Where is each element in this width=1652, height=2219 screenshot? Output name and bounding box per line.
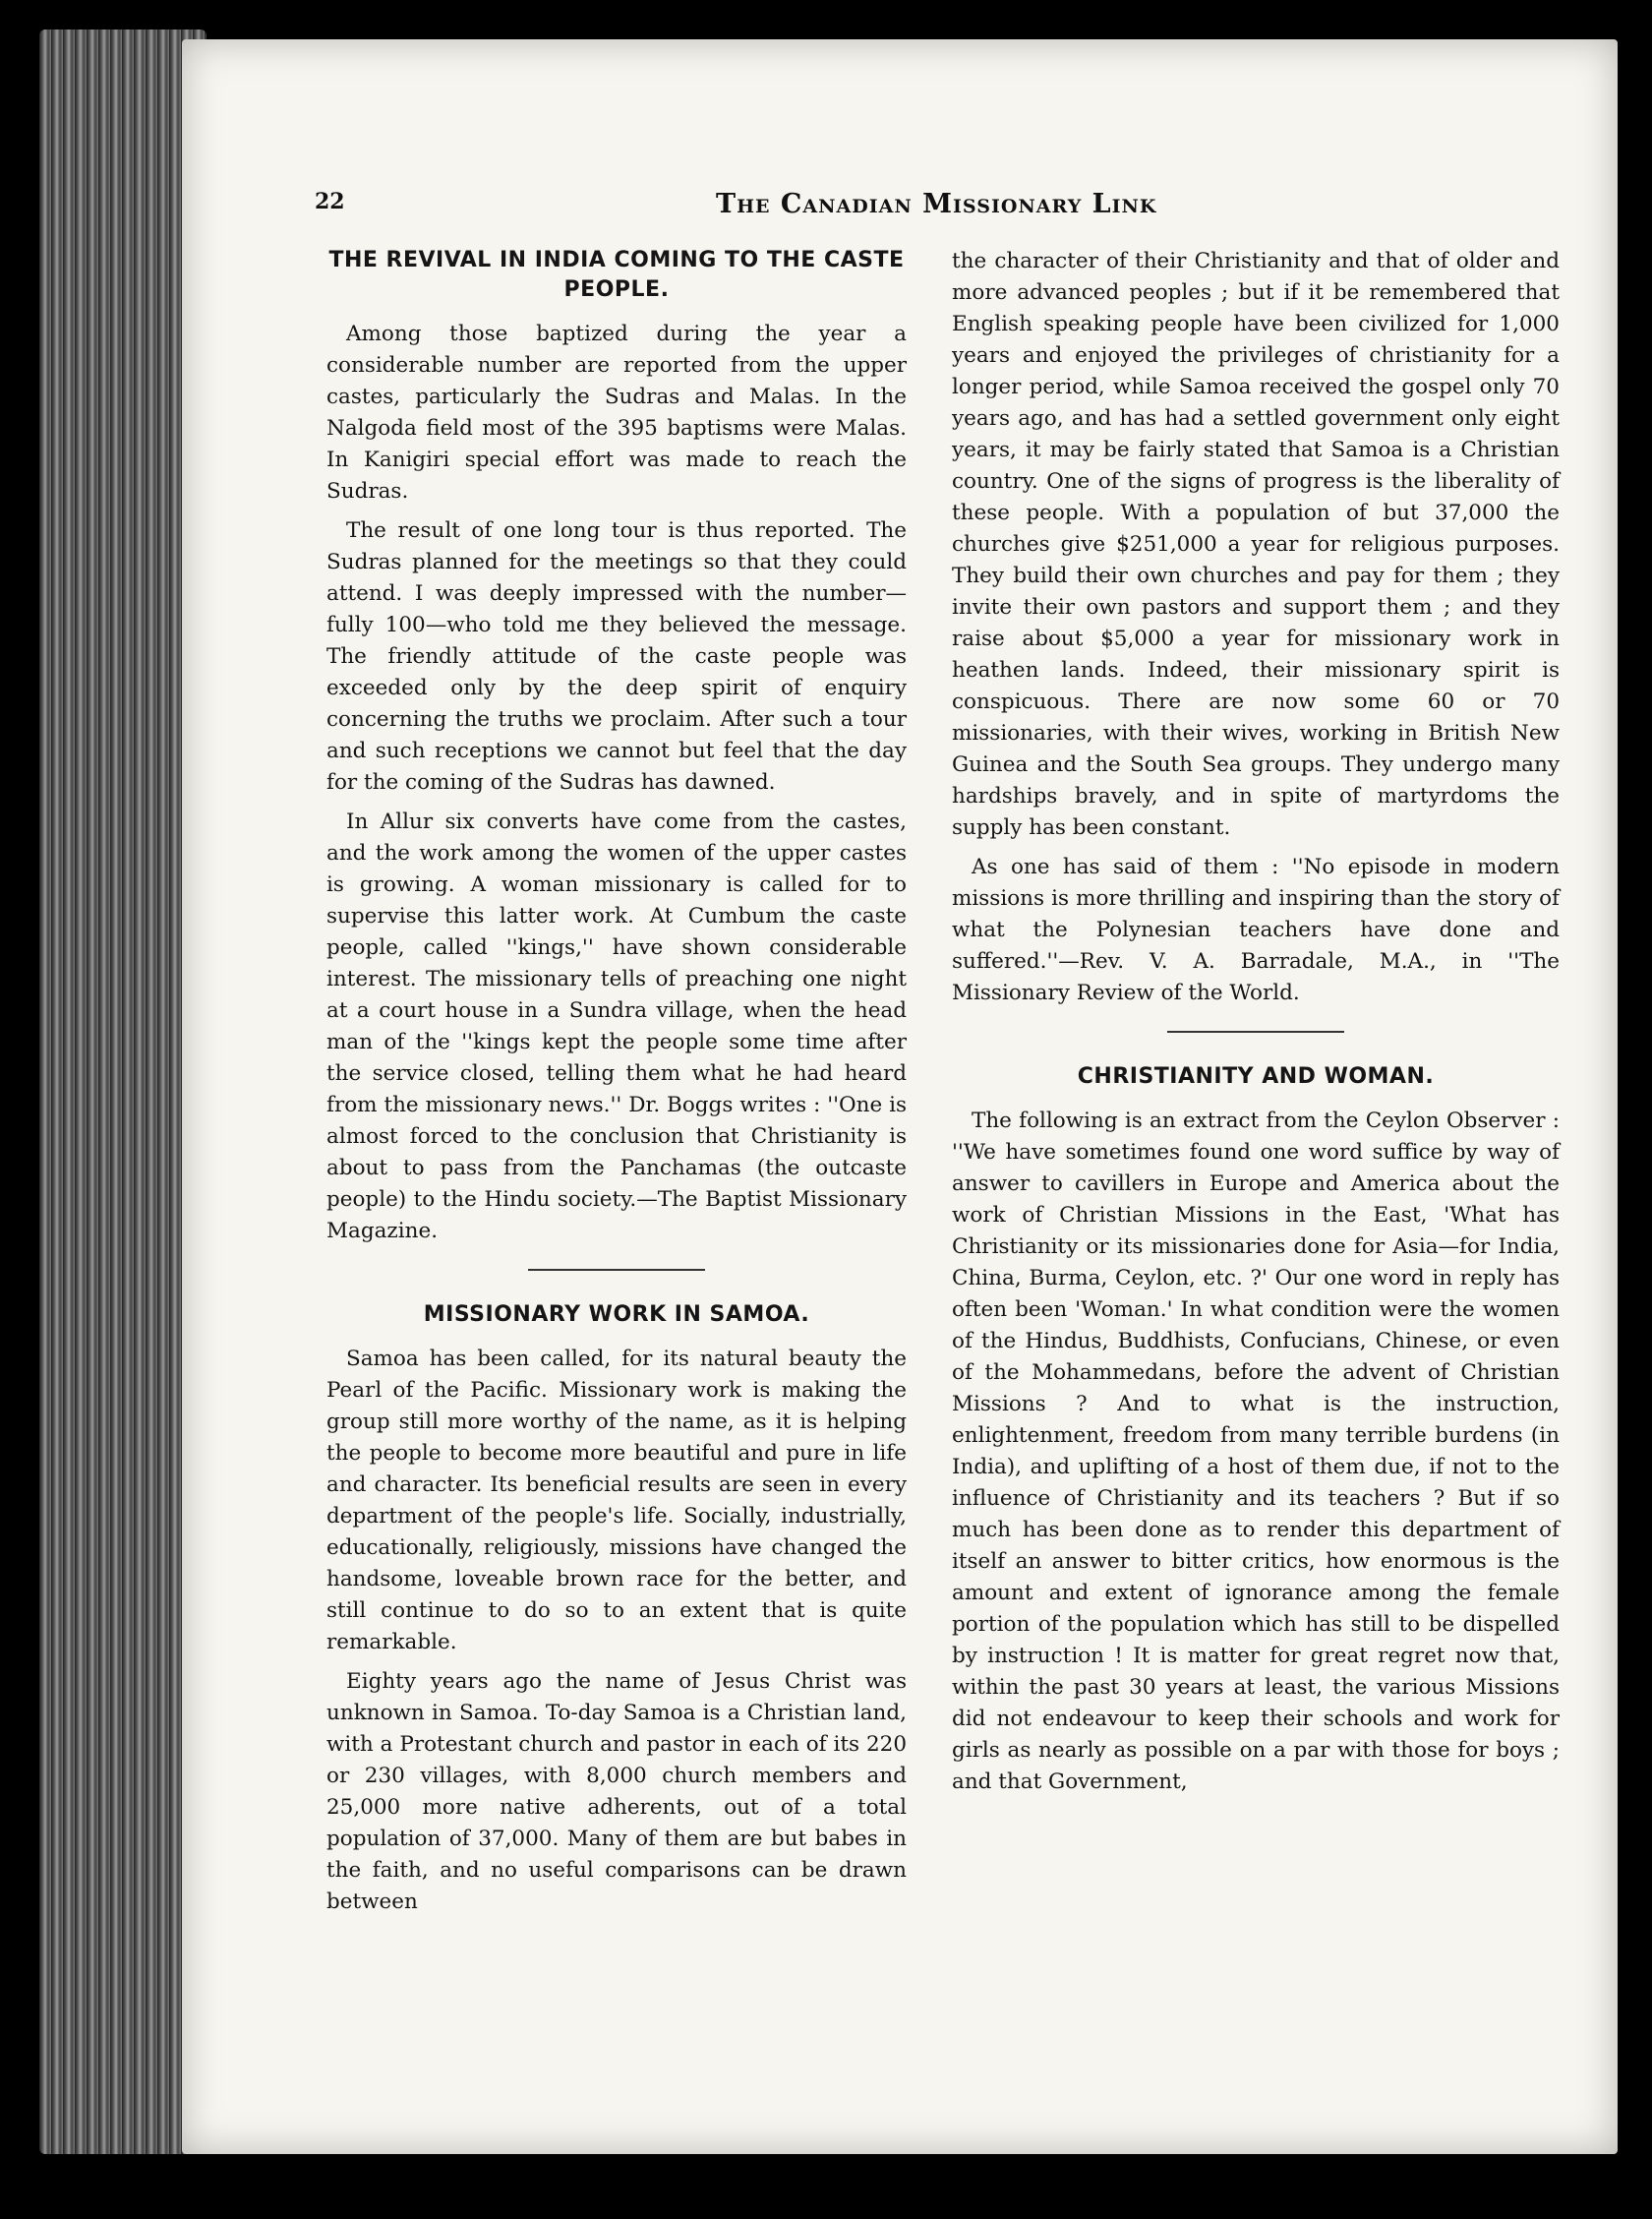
article-christianity-and-woman <box>952 1062 1560 1798</box>
page-number: 22 <box>315 189 345 214</box>
article-paragraph: In Allur six converts have come from the castes, and the work among the women of the upper castes is growing. A woman missionary is called for to supervise this latter work. At Cumbum the caste people, called ''kings,'' have shown considerable interest. The missionary tells of preaching one night at a court house in a Sundra village, when the head man of the ''kings kept the people some time after the service closed, telling them what he had heard from the missionary news.'' Dr. Boggs writes : ''One is almost forced to the conclusion that Christianity is about to pass from the Panchamas (the outcaste people) to the Hindu society.—The Baptist Missionary Magazine. <box>326 810 907 1243</box>
article-paragraph: Samoa has been called, for its natural beauty the Pearl of the Pacific. Missionary work is making the group still more worthy of the name, as it is helping the people to become more beautiful and pure in life and character. Its beneficial results are seen in every department of the people's life. Socially, industrially, educationally, religiously, missions have changed the handsome, loveable brown race for the better, and still continue to do so to an extent that is quite remarkable. <box>326 1347 907 1654</box>
article-paragraph: The following is an extract from the Ceylon Observer : ''We have sometimes found one word suffice by way of answer to cavillers in Europe and America about the work of Christian Missions in the East, 'What has Christianity or its missionaries done for Asia—for India, China, Burma, Ceylon, etc. ?' Our one word in reply has often been 'Woman.' In what condition were the women of the Hindus, Buddhists, Confucians, Chinese, or even of the Mohammedans, before the advent of Christian Missions ? And to what is the instruction, enlightenment, freedom from many terrible burdens (in India), and uplifting of a host of them due, if not to the influence of Christianity and its teachers ? But if so much has been done as to render this department of itself an answer to bitter critics, how enormous is the amount and extent of ignorance among the female portion of the population which has still to be dispelled by instruction ! It is matter for great regret now that, within the past 30 years at least, the various Missions did not endeavour to keep their schools and work for girls as nearly as possible on a par with those for boys ; and that Government, <box>952 1109 1560 1794</box>
section-divider <box>528 1269 705 1271</box>
left-column <box>326 246 907 1926</box>
article-paragraph: The result of one long tour is thus reported. The Sudras planned for the meetings so that they could attend. I was deeply impressed with the number—fully 100—who told me they believed the message. The friendly attitude of the caste people was exceeded only by the deep spirit of enquiry concerning the truths we proclaim. After such a tour and such receptions we cannot but feel that the day for the coming of the Sudras has dawned. <box>326 518 907 795</box>
article-missionary-work-samoa <box>326 1300 907 1918</box>
page-header <box>315 189 1180 228</box>
article-samoa-continued <box>952 246 1560 1009</box>
article-title: CHRISTIANITY AND WOMAN. <box>1077 1064 1435 1089</box>
article-paragraph: Eighty years ago the name of Jesus Christ was unknown in Samoa. To-day Samoa is a Christian land, with a Protestant church and pastor in each of its 220 or 230 villages, with 8,000 church members and 25,000 more native adherents, out of a total population of 37,000. Many of them are but babes in the faith, and no useful comparisons can be drawn between <box>326 1669 907 1914</box>
right-column <box>952 246 1560 1806</box>
journal-title: The Canadian Missionary Link <box>716 189 1157 219</box>
article-paragraph: Among those baptized during the year a considerable number are reported from the upper castes, particularly the Sudras and Malas. In the Nalgoda field most of the 395 baptisms were Malas. In Kanigiri special effort was made to reach the Sudras. <box>326 322 907 504</box>
section-divider <box>1167 1031 1344 1033</box>
article-title: THE REVIVAL IN INDIA COMING TO THE CASTE PEOPLE. <box>328 248 905 302</box>
article-paragraph: As one has said of them : ''No episode in modern missions is more thrilling and inspiring than the story of what the Polynesian teachers have done and suffered.''—Rev. V. A. Barradale, M.A., in ''The Missionary Review of the World. <box>952 855 1560 1005</box>
article-title: MISSIONARY WORK IN SAMOA. <box>423 1302 810 1327</box>
article-revival-in-india <box>326 246 907 1247</box>
article-paragraph: the character of their Christianity and that of older and more advanced peoples ; but if it be remembered that English speaking people have been civilized for 1,000 years and enjoyed the privileges of christianity for a longer period, while Samoa received the gospel only 70 years ago, and has had a settled government only eight years, it may be fairly stated that Samoa is a Christian country. One of the signs of progress is the liberality of these people. With a population of but 37,000 the churches give $251,000 a year for religious purposes. They build their own churches and pay for them ; they invite their own pastors and support them ; and they raise about $5,000 a year for missionary work in heathen lands. Indeed, their missionary spirit is conspicuous. There are now some 60 or 70 missionaries, with their wives, working in British New Guinea and the South Sea groups. They undergo many hardships bravely, and in spite of martyrdoms the supply has been constant. <box>952 249 1560 840</box>
